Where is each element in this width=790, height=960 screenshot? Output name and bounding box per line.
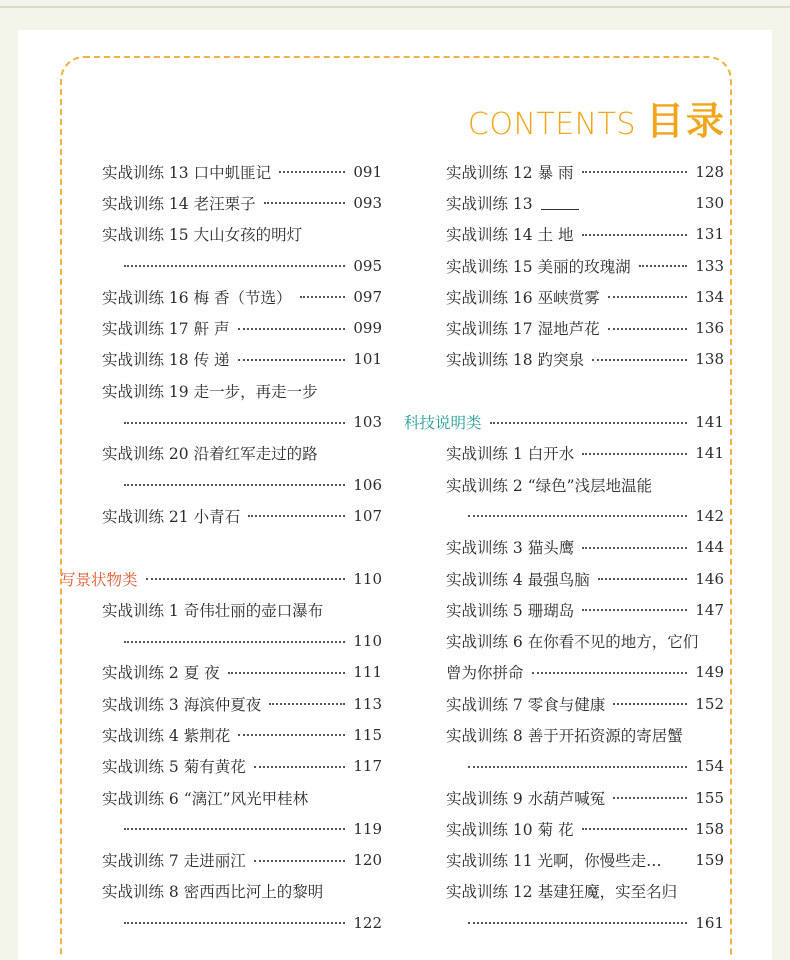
entry-page: 154 <box>695 757 724 776</box>
entry-title: 实战训练 13 <box>446 194 533 213</box>
entry-page: 141 <box>695 444 724 463</box>
entry-page: 111 <box>353 663 382 682</box>
entry-title: 实战训练 3 猫头鹰 <box>446 539 575 558</box>
toc-entry[interactable] <box>404 563 724 594</box>
heading-english: CONTENTS <box>467 107 636 142</box>
entry-title: 实战训练 2 夏 夜 <box>102 664 220 683</box>
entry-page: 128 <box>695 162 724 181</box>
entry-page: 130 <box>695 193 724 212</box>
entry-page: 107 <box>353 506 382 525</box>
entry-title: 实战训练 7 零食与健康 <box>446 695 606 714</box>
entry-title: 实战训练 15 美丽的玫瑰湖 <box>446 257 631 276</box>
entry-page: 110 <box>353 569 382 588</box>
entry-page: 120 <box>353 851 382 870</box>
entry-title: 实战训练 16 梅 香（节选） <box>102 288 292 307</box>
toc-entry-continued[interactable] <box>404 751 724 782</box>
entry-page: 152 <box>695 694 724 713</box>
entry-page: 131 <box>695 225 724 244</box>
leader-dots <box>468 765 687 768</box>
toc-entry[interactable] <box>60 219 382 250</box>
toc-entry-continued[interactable] <box>60 469 382 500</box>
category-science[interactable] <box>404 406 724 437</box>
leader-dots <box>238 358 346 361</box>
toc-entry[interactable] <box>60 344 382 375</box>
right-column <box>404 156 724 938</box>
entry-title: 实战训练 1 奇伟壮丽的壶口瀑布 <box>102 601 324 620</box>
toc-entry[interactable] <box>404 594 724 625</box>
leader-dots <box>639 264 688 267</box>
entry-title: 实战训练 7 走进丽江 <box>102 852 246 871</box>
entry-page: 113 <box>353 694 382 713</box>
toc-entry[interactable] <box>404 344 724 375</box>
toc-entry-continued[interactable] <box>60 813 382 844</box>
leader-dots <box>582 546 687 549</box>
category-landscape[interactable] <box>60 563 382 594</box>
entry-page: 110 <box>353 632 382 651</box>
entry-title: 实战训练 16 巫峡赏雾 <box>446 288 600 307</box>
toc-entry[interactable] <box>60 594 382 625</box>
entry-page: 133 <box>695 256 724 275</box>
leader-dots <box>254 765 346 768</box>
entry-title: 实战训练 6 在你看不见的地方，它们 <box>446 633 699 652</box>
toc-entry[interactable] <box>404 813 724 844</box>
toc-entry-continued[interactable] <box>60 907 382 938</box>
entry-page: 159 <box>695 851 724 870</box>
leader-dots <box>608 327 688 330</box>
heading-chinese: 目录 <box>645 99 726 143</box>
leader-dots <box>490 421 688 424</box>
entry-page: 119 <box>353 819 382 838</box>
left-column <box>60 156 382 938</box>
entry-title: 实战训练 6 “漓江”风光甲桂林 <box>102 789 309 808</box>
entry-page: 141 <box>695 413 724 432</box>
entry-title: 实战训练 4 最强鸟脑 <box>446 570 590 589</box>
toc-entry[interactable] <box>404 782 724 813</box>
entry-title: 实战训练 18 传 递 <box>102 351 230 370</box>
category-title: 写景状物类 <box>60 570 138 589</box>
entry-page: 091 <box>353 162 382 181</box>
leader-dots <box>238 733 345 736</box>
entry-page: 099 <box>353 319 382 338</box>
toc-entry[interactable] <box>404 438 724 469</box>
toc-entry[interactable] <box>60 876 382 907</box>
entry-page: 103 <box>353 413 382 432</box>
leader-dots <box>468 921 687 924</box>
leader-dots <box>146 577 346 580</box>
leader-dots <box>124 483 345 486</box>
leader-dots <box>582 608 687 611</box>
leader-dots <box>468 514 687 517</box>
entry-page: 142 <box>695 506 724 525</box>
toc-entry-continued[interactable] <box>404 907 724 938</box>
entry-title: 实战训练 5 菊有黄花 <box>102 758 246 777</box>
entry-title: 实战训练 12 暴 雨 <box>446 163 574 182</box>
entry-page: 146 <box>695 569 724 588</box>
leader-dots <box>124 421 345 424</box>
entry-page: 136 <box>695 319 724 338</box>
entry-title: 实战训练 21 小青石 <box>102 507 241 526</box>
entry-title: 实战训练 11 光啊，你慢些走… <box>446 852 662 871</box>
entry-title: 实战训练 20 沿着红军走过的路 <box>102 445 318 464</box>
entry-title: 实战训练 17 鼾 声 <box>102 320 230 339</box>
toc-entry[interactable] <box>404 312 724 343</box>
leader-dots <box>582 170 688 173</box>
leader-dots <box>254 859 346 862</box>
category-title: 科技说明类 <box>404 414 482 433</box>
toc-entry[interactable] <box>60 845 382 876</box>
blank-title-line <box>541 195 579 210</box>
toc-entry[interactable] <box>404 688 724 719</box>
entry-page: 149 <box>695 663 724 682</box>
leader-dots <box>613 796 687 799</box>
entry-title: 实战训练 3 海滨仲夏夜 <box>102 695 262 714</box>
toc-entry[interactable] <box>60 156 382 187</box>
toc-entry-continued[interactable] <box>404 657 724 688</box>
leader-dots <box>598 577 688 580</box>
entry-page: 115 <box>353 725 382 744</box>
toc-entry[interactable] <box>60 782 382 813</box>
leader-dots <box>582 233 688 236</box>
entry-page: 095 <box>353 256 382 275</box>
entry-page: 122 <box>353 913 382 932</box>
entry-title: 实战训练 8 密西西比河上的黎明 <box>102 883 324 902</box>
entry-title: 实战训练 10 菊 花 <box>446 820 574 839</box>
toc-entry[interactable] <box>404 876 724 907</box>
spacer <box>60 532 382 563</box>
toc-entry-continued[interactable] <box>60 250 382 281</box>
toc-entry[interactable] <box>60 500 382 531</box>
leader-dots <box>300 295 346 298</box>
leader-dots <box>124 827 345 830</box>
toc-entry[interactable] <box>60 719 382 750</box>
leader-dots <box>592 358 687 361</box>
toc-entry[interactable] <box>404 187 724 218</box>
leader-dots <box>238 327 346 330</box>
leader-dots <box>608 295 688 298</box>
entry-title: 实战训练 14 土 地 <box>446 226 574 245</box>
entry-title: 实战训练 4 紫荆花 <box>102 726 231 745</box>
entry-title: 实战训练 18 趵突泉 <box>446 351 585 370</box>
toc-entry[interactable] <box>404 250 724 281</box>
toc-entry[interactable] <box>404 156 724 187</box>
entry-page: 138 <box>695 350 724 369</box>
toc-entry[interactable] <box>60 751 382 782</box>
leader-dots <box>613 702 687 705</box>
entry-title: 实战训练 15 大山女孩的明灯 <box>102 226 303 245</box>
leader-dots <box>279 170 345 173</box>
toc-entry-continued[interactable] <box>60 406 382 437</box>
toc-entry[interactable] <box>404 625 724 656</box>
leader-dots <box>582 827 688 830</box>
leader-dots <box>124 921 345 924</box>
entry-page: 147 <box>695 600 724 619</box>
leader-dots <box>124 264 345 267</box>
leader-dots <box>264 201 346 204</box>
spacer <box>404 375 724 406</box>
leader-dots <box>269 702 345 705</box>
entry-page: 144 <box>695 538 724 557</box>
toc-entry[interactable] <box>404 719 724 750</box>
toc-entry[interactable] <box>60 281 382 312</box>
entry-page: 155 <box>695 788 724 807</box>
entry-title-continued: 曾为你拼命 <box>446 664 524 683</box>
toc-entry[interactable] <box>60 375 382 406</box>
entry-page: 093 <box>353 193 382 212</box>
contents-heading <box>467 90 726 143</box>
entry-title: 实战训练 5 珊瑚岛 <box>446 601 575 620</box>
leader-dots <box>582 452 687 455</box>
toc-entry[interactable] <box>60 438 382 469</box>
entry-title: 实战训练 2 “绿色”浅层地温能 <box>446 476 653 495</box>
entry-title: 实战训练 13 口中虮匪记 <box>102 163 272 182</box>
toc-entry-continued[interactable] <box>60 625 382 656</box>
leader-gap <box>587 202 688 203</box>
entry-title: 实战训练 1 白开水 <box>446 445 575 464</box>
toc-entry[interactable] <box>60 312 382 343</box>
leader-dots <box>228 671 346 674</box>
entry-title: 实战训练 9 水葫芦喊冤 <box>446 789 606 808</box>
entry-title: 实战训练 8 善于开拓资源的寄居蟹 <box>446 726 683 745</box>
toc-entry[interactable] <box>404 532 724 563</box>
entry-title: 实战训练 14 老汪栗子 <box>102 194 256 213</box>
entry-title: 实战训练 17 湿地芦花 <box>446 320 600 339</box>
toc-entry[interactable] <box>60 688 382 719</box>
entry-page: 134 <box>695 287 724 306</box>
leader-dots <box>532 671 688 674</box>
toc-entry-continued[interactable] <box>404 500 724 531</box>
top-strip <box>0 0 790 8</box>
entry-page: 161 <box>695 913 724 932</box>
entry-page: 158 <box>695 819 724 838</box>
leader-dots <box>124 640 345 643</box>
leader-dots <box>248 514 345 517</box>
entry-page: 117 <box>353 757 382 776</box>
toc-entry[interactable] <box>404 219 724 250</box>
toc-entry[interactable] <box>60 187 382 218</box>
toc-entry[interactable] <box>404 469 724 500</box>
entry-title: 实战训练 19 走一步，再走一步 <box>102 382 318 401</box>
entry-page: 101 <box>353 350 382 369</box>
entry-title: 实战训练 12 基建狂魔，实至名归 <box>446 883 678 902</box>
toc-entry[interactable] <box>60 657 382 688</box>
entry-page: 097 <box>353 287 382 306</box>
leader-gap <box>670 860 688 861</box>
toc-entry[interactable] <box>404 845 724 876</box>
entry-page: 106 <box>353 475 382 494</box>
toc-entry[interactable] <box>404 281 724 312</box>
